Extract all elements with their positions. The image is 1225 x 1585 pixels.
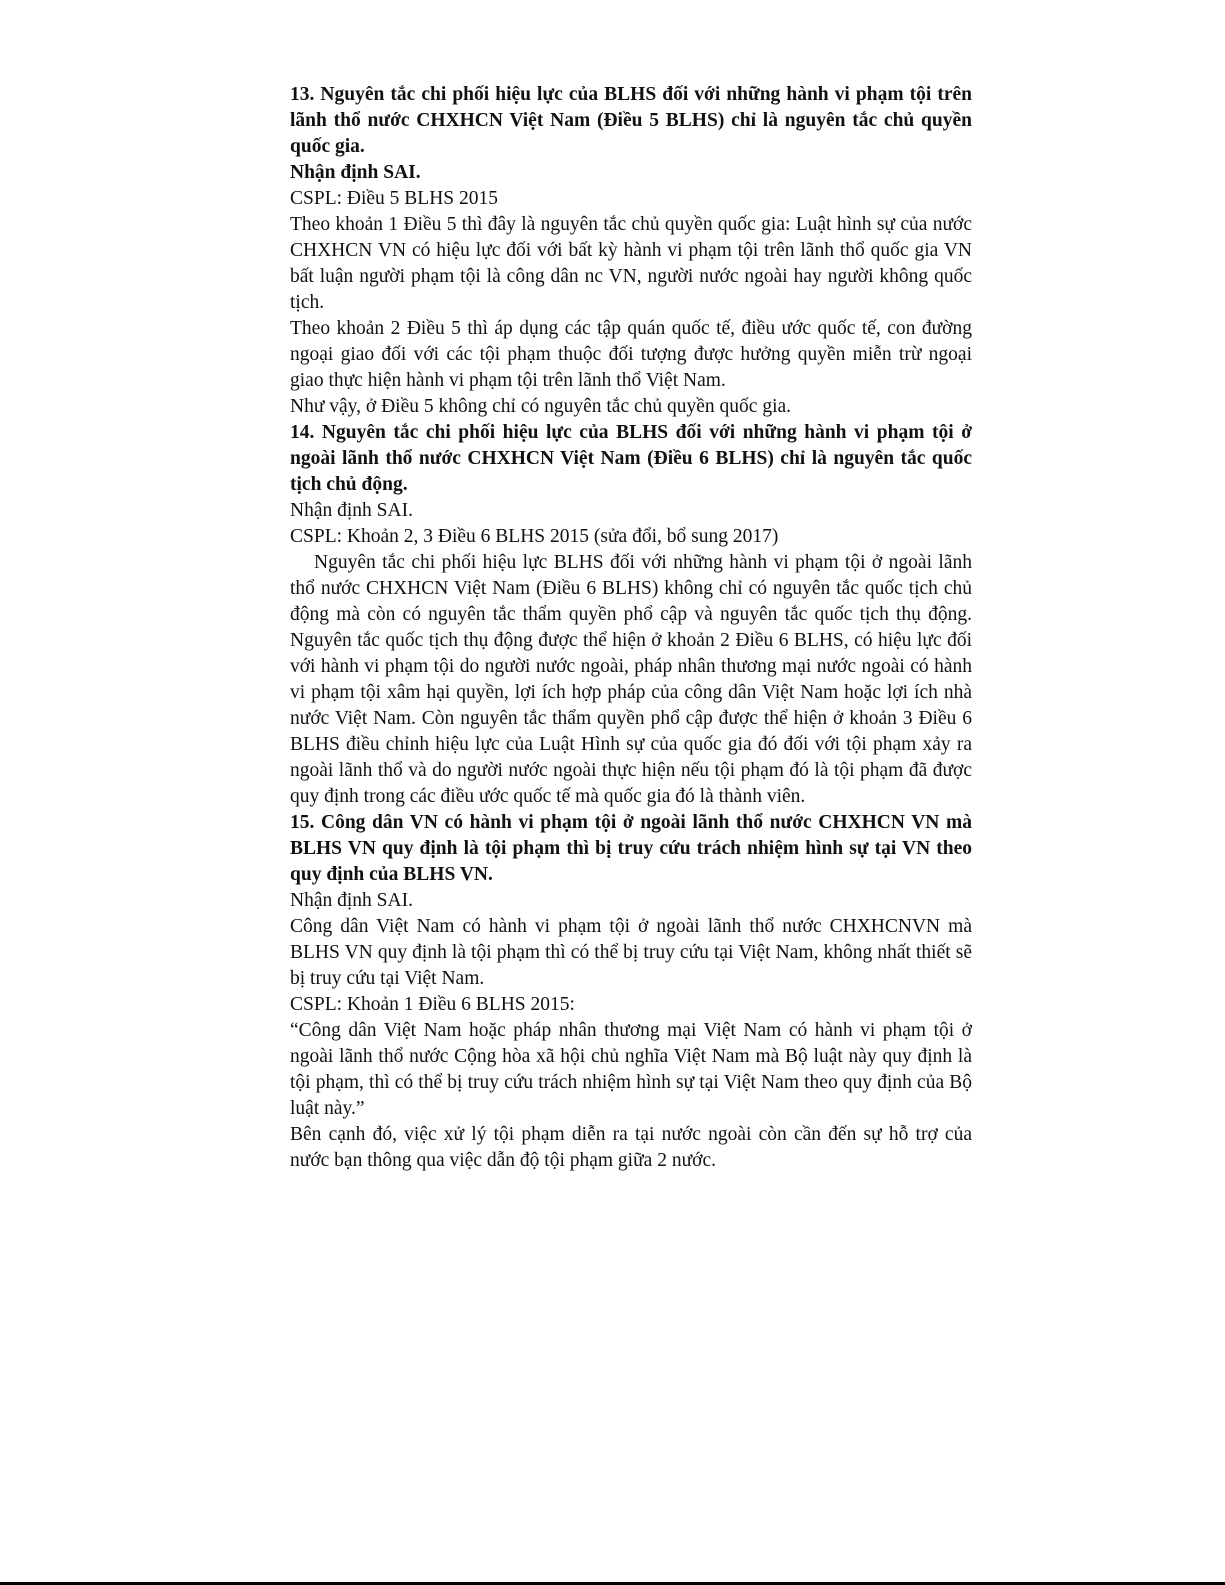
- section-13-cspl: CSPL: Điều 5 BLHS 2015: [290, 188, 499, 209]
- section-13: [290, 82, 972, 420]
- section-13-title: 13. Nguyên tắc chi phối hiệu lực của BLHS đối với những hành vi phạm tội trên lãnh thổ nước CHXHCN Việt Nam (Điều 5 BLHS) chỉ là nguyên tắc chủ quyền quốc gia.: [290, 84, 972, 157]
- section-13-paragraph-3: Như vậy, ở Điều 5 không chỉ có nguyên tắc chủ quyền quốc gia.: [290, 396, 792, 417]
- section-14-paragraph-1: Nguyên tắc chi phối hiệu lực BLHS đối với những hành vi phạm tội ở ngoài lãnh thổ nước CHXHCN Việt Nam (Điều 6 BLHS) không chỉ có nguyên tắc quốc tịch chủ động mà còn có nguyên tắc thẩm quyền phổ cập và nguyên tắc quốc tịch thụ động. Nguyên tắc quốc tịch thụ động được thể hiện ở khoản 2 Điều 6 BLHS, có hiệu lực đối với hành vi phạm tội do người nước ngoài, pháp nhân thương mại nước ngoài có hành vi phạm tội xâm hại quyền, lợi ích hợp pháp của công dân Việt Nam hoặc lợi ích nhà nước Việt Nam. Còn nguyên tắc thẩm quyền phổ cập được thể hiện ở khoản 3 Điều 6 BLHS điều chỉnh hiệu lực của Luật Hình sự của quốc gia đó đối với tội phạm xảy ra ngoài lãnh thổ và do người nước ngoài thực hiện nếu tội phạm đó là tội phạm đã được quy định trong các điều ước quốc tế mà quốc gia đó là thành viên.: [290, 552, 972, 807]
- section-15-closing: Bên cạnh đó, việc xử lý tội phạm diễn ra tại nước ngoài còn cần đến sự hỗ trợ của nước bạn thông qua việc dẫn độ tội phạm giữa 2 nước.: [290, 1124, 972, 1171]
- section-15-verdict: Nhận định SAI.: [290, 890, 413, 911]
- section-15-cspl: CSPL: Khoản 1 Điều 6 BLHS 2015:: [290, 994, 575, 1015]
- section-13-paragraph-2: Theo khoản 2 Điều 5 thì áp dụng các tập quán quốc tế, điều ước quốc tế, con đường ngoại giao đối với các tội phạm thuộc đối tượng được hưởng quyền miễn trừ ngoại giao thực hiện hành vi phạm tội trên lãnh thổ Việt Nam.: [290, 318, 972, 391]
- section-14-cspl: CSPL: Khoản 2, 3 Điều 6 BLHS 2015 (sửa đổi, bổ sung 2017): [290, 526, 779, 547]
- section-15-title: 15. Công dân VN có hành vi phạm tội ở ngoài lãnh thổ nước CHXHCN VN mà BLHS VN quy định là tội phạm thì bị truy cứu trách nhiệm hình sự tại VN theo quy định của BLHS VN.: [290, 812, 972, 885]
- section-15-intro: Công dân Việt Nam có hành vi phạm tội ở ngoài lãnh thổ nước CHXHCNVN mà BLHS VN quy định là tội phạm thì có thể bị truy cứu tại Việt Nam, không nhất thiết sẽ bị truy cứu tại Việt Nam.: [290, 916, 972, 989]
- section-15-quote: “Công dân Việt Nam hoặc pháp nhân thương mại Việt Nam có hành vi phạm tội ở ngoài lãnh thổ nước Cộng hòa xã hội chủ nghĩa Việt Nam mà Bộ luật này quy định là tội phạm, thì có thể bị truy cứu trách nhiệm hình sự tại Việt Nam theo quy định của Bộ luật này.”: [290, 1020, 972, 1119]
- section-15: [290, 810, 972, 1174]
- section-14: [290, 420, 972, 810]
- section-13-paragraph-1: Theo khoản 1 Điều 5 thì đây là nguyên tắc chủ quyền quốc gia: Luật hình sự của nước CHXHCN VN có hiệu lực đối với bất kỳ hành vi phạm tội trên lãnh thổ quốc gia VN bất luận người phạm tội là công dân nc VN, người nước ngoài hay người không quốc tịch.: [290, 214, 972, 313]
- section-13-verdict: Nhận định SAI.: [290, 162, 421, 183]
- section-14-title: 14. Nguyên tắc chi phối hiệu lực của BLHS đối với những hành vi phạm tội ở ngoài lãnh thổ nước CHXHCN Việt Nam (Điều 6 BLHS) chỉ là nguyên tắc quốc tịch chủ động.: [290, 422, 972, 495]
- document-page: [290, 82, 972, 1174]
- section-14-verdict: Nhận định SAI.: [290, 500, 413, 521]
